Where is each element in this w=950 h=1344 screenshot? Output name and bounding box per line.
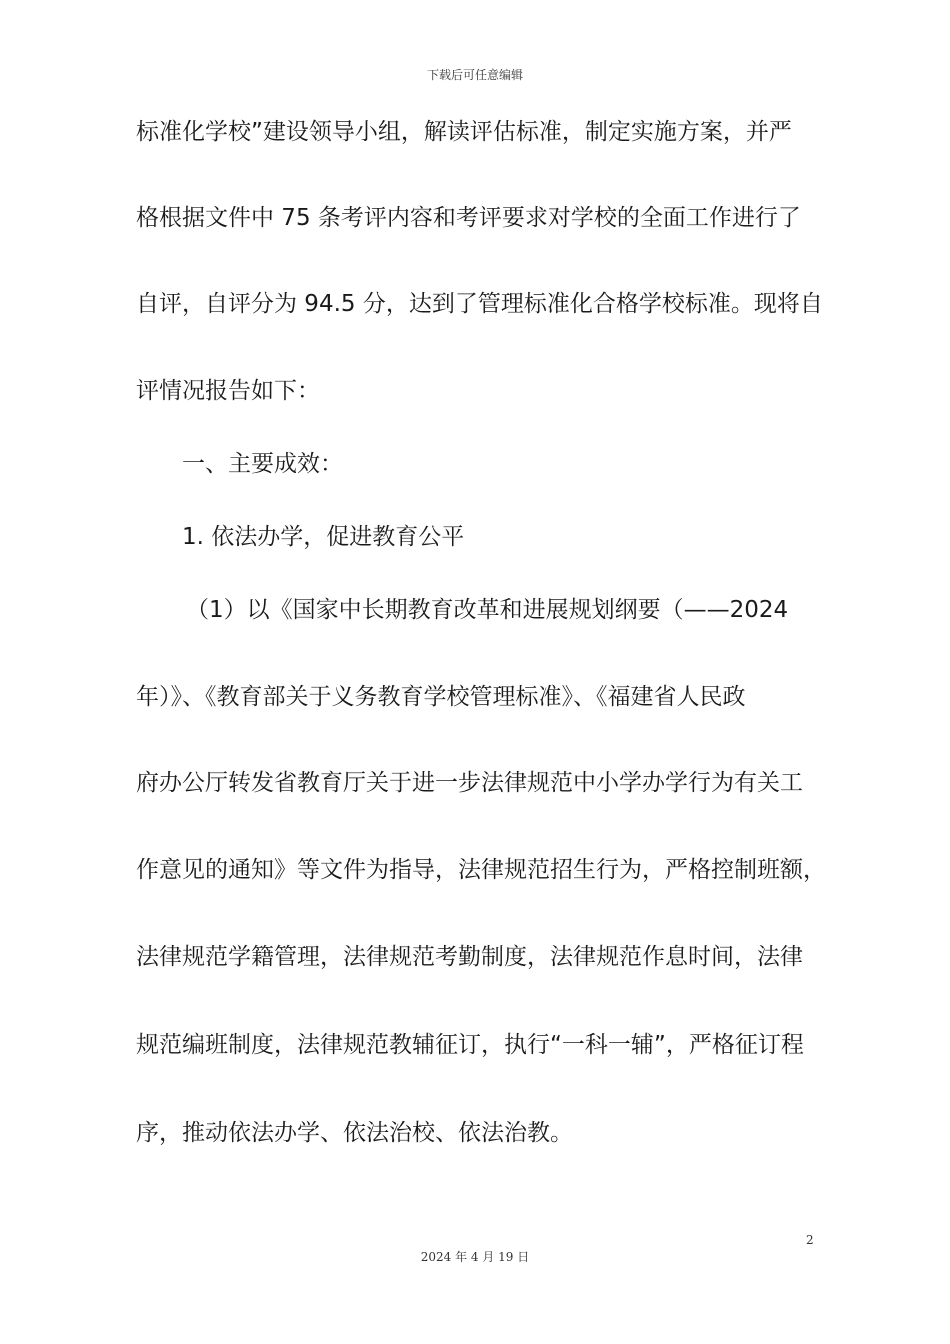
- page-number: 2: [806, 1233, 814, 1247]
- paragraph-line-9: 府办公厅转发省教育厅关于进一步法律规范中小学办学行为有关工: [136, 770, 803, 796]
- footer-date: 2024 年 4 月 19 日: [420, 1250, 530, 1264]
- paragraph-line-8: 年）》、《教育部关于义务教育学校管理标准》、《福建省人民政: [136, 684, 746, 710]
- paragraph-line-3: 自评，自评分为 94.5 分，达到了管理标准化合格学校标准。现将自: [136, 291, 823, 317]
- paragraph-line-1: 标准化学校”建设领导小组，解读评估标准，制定实施方案，并严: [136, 119, 792, 145]
- paragraph-line-11: 法律规范学籍管理，法律规范考勤制度，法律规范作息时间，法律: [136, 944, 803, 970]
- subsection-heading: 1. 依法办学，促进教育公平: [182, 524, 465, 550]
- paragraph-line-10: 作意见的通知》等文件为指导，法律规范招生行为，严格控制班额，: [136, 857, 826, 883]
- paragraph-line-4: 评情况报告如下：: [136, 378, 320, 404]
- paragraph-line-2: 格根据文件中 75 条考评内容和考评要求对学校的全面工作进行了: [136, 205, 801, 231]
- paragraph-line-13: 序，推动依法办学、依法治校、依法治教。: [136, 1120, 573, 1146]
- paragraph-line-12: 规范编班制度，法律规范教辅征订，执行“一科一辅”，严格征订程: [136, 1032, 804, 1058]
- paragraph-line-7: （1）以《国家中长期教育改革和进展规划纲要（——2024: [186, 597, 789, 623]
- section-heading: 一、主要成效：: [182, 451, 343, 477]
- page-header: 下载后可任意编辑: [426, 68, 523, 82]
